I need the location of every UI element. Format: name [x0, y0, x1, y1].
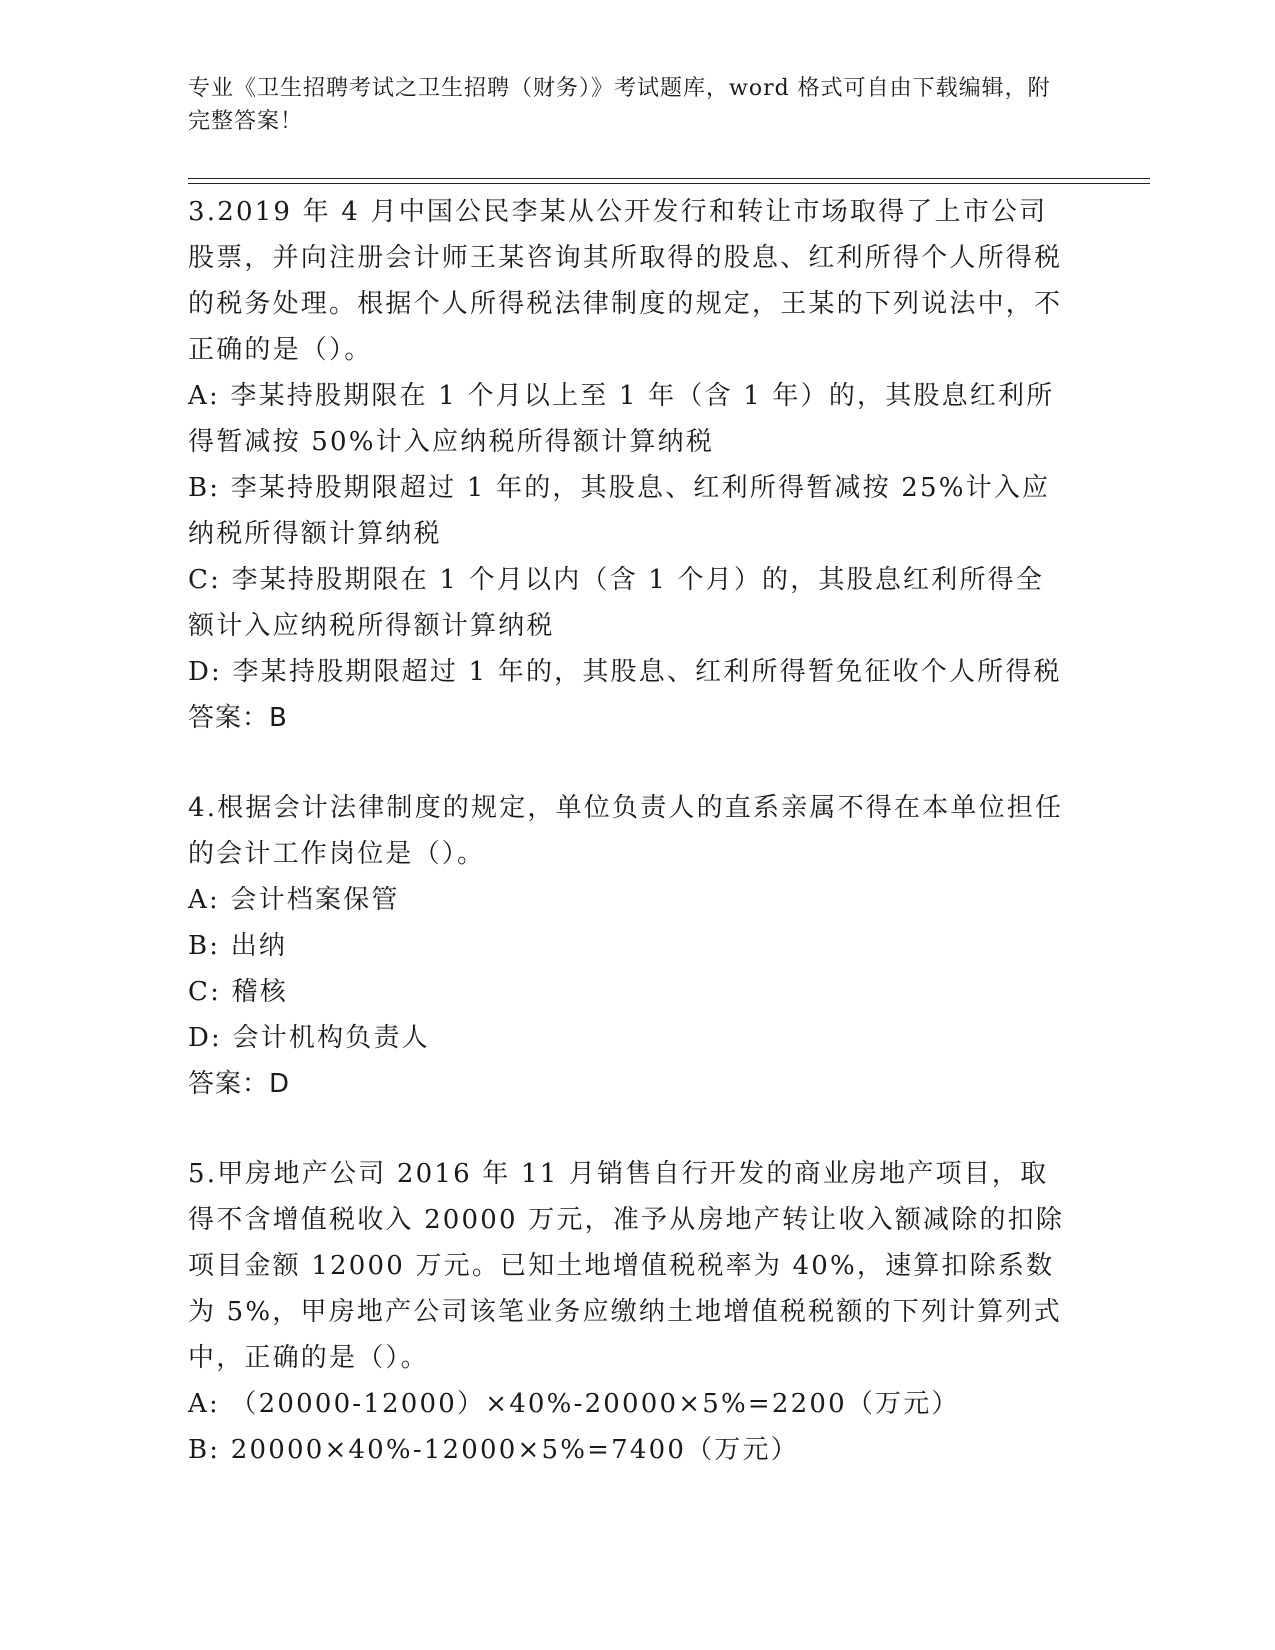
question-spacer	[188, 1107, 1068, 1151]
option-a: A: 李某持股期限在 1 个月以上至 1 年（含 1 年）的，其股息红利所得暂减按 50%计入应纳税所得额计算纳税	[188, 381, 1055, 457]
option-c: C: 稽核	[188, 977, 288, 1007]
question-stem: 4.根据会计法律制度的规定，单位负责人的直系亲属不得在本单位担任的会计工作岗位是（）。	[188, 793, 1064, 869]
question-4	[188, 785, 1068, 1107]
document-header: 专业《卫生招聘考试之卫生招聘（财务）》考试题库，word 格式可自由下载编辑，附完整答案！	[188, 76, 1051, 134]
option-d: D: 李某持股期限超过 1 年的，其股息、红利所得暂免征收个人所得税	[188, 657, 1062, 687]
question-stem: 5.甲房地产公司 2016 年 11 月销售自行开发的商业房地产项目，取得不含增值税收入 20000 万元，准予从房地产转让收入额减除的扣除项目金额 12000 万元。已知土地增值税税率为 40%，速算扣除系数为 5%，甲房地产公司该笔业务应缴纳土地增值税税额的下列计算列式中，正确的是（）。	[188, 1159, 1065, 1373]
question-5	[188, 1151, 1068, 1473]
option-a: A: （20000-12000）×40%-20000×5%=2200（万元）	[188, 1389, 960, 1419]
option-a: A: 会计档案保管	[188, 885, 400, 915]
option-b: B: 李某持股期限超过 1 年的，其股息、红利所得暂减按 25%计入应纳税所得额计算纳税	[188, 473, 1051, 549]
option-b: B: 出纳	[188, 931, 288, 961]
question-spacer	[188, 741, 1068, 785]
document-body	[188, 189, 1068, 1473]
option-c: C: 李某持股期限在 1 个月以内（含 1 个月）的，其股息红利所得全额计入应纳税所得额计算纳税	[188, 565, 1045, 641]
header-divider-line	[188, 178, 1150, 179]
question-3	[188, 189, 1068, 741]
question-stem: 3.2019 年 4 月中国公民李某从公开发行和转让市场取得了上市公司股票，并向注册会计师王某咨询其所取得的股息、红利所得个人所得税的税务处理。根据个人所得税法律制度的规定，王某的下列说法中，不正确的是（）。	[188, 197, 1063, 365]
header-divider-line-2	[188, 183, 1150, 184]
answer-text: 答案：D	[188, 1069, 291, 1099]
option-d: D: 会计机构负责人	[188, 1023, 430, 1053]
option-b: B: 20000×40%-12000×5%=7400（万元）	[188, 1435, 799, 1465]
answer-text: 答案：B	[188, 703, 288, 733]
